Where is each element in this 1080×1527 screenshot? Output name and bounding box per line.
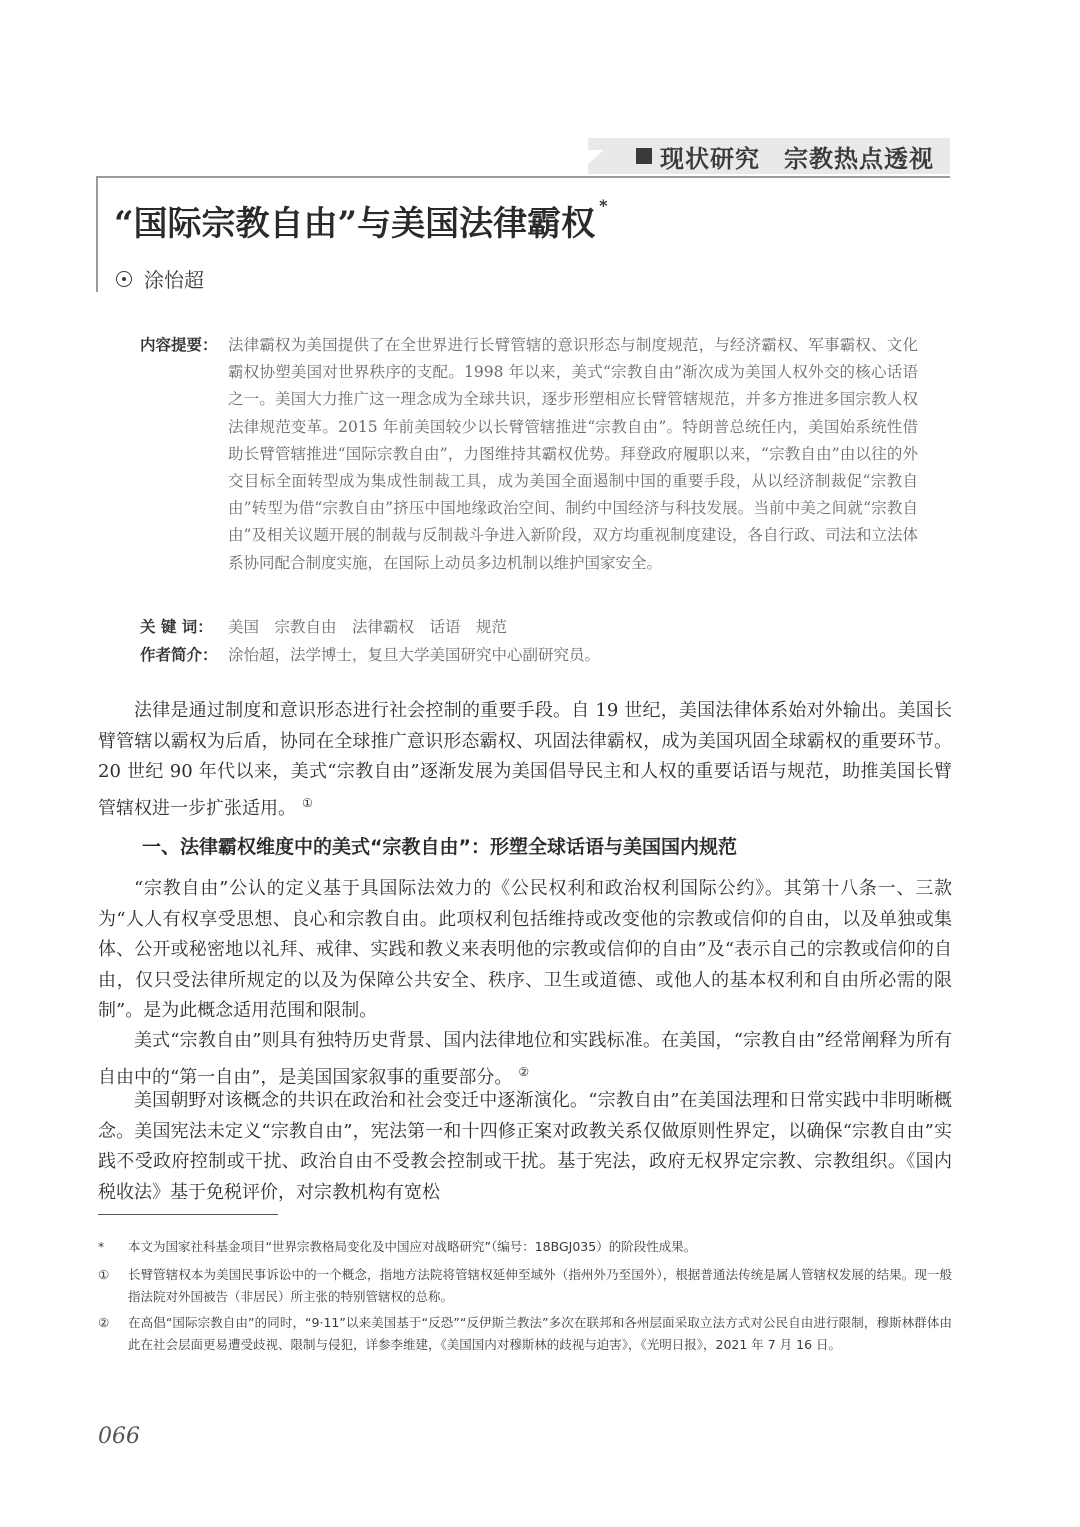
author-bio-text: 涂怡超，法学博士，复旦大学美国研究中心副研究员。 — [228, 646, 601, 664]
abstract — [140, 332, 918, 577]
footnote-star — [98, 1236, 952, 1258]
footnote-rule — [98, 1214, 278, 1215]
footnote-mark: ② — [98, 1315, 110, 1330]
abstract-text: 法律霸权为美国提供了在全世界进行长臂管辖的意识形态与制度规范，与经济霸权、军事霸权、文化霸权协塑美国对世界秩序的支配。1998 年以来，美式“宗教自由”渐次成为美国人权外交的核心话语之一。美国大力推广这一理念成为全球共识，逐步形塑相应长臂管辖规范，并多方推进多国宗教人权法律规范变革。2015 年前美国较少以长臂管辖推进“宗教自由”。特朗普总统任内，美国始系统性借助长臂管辖推进“国际宗教自由”，力图维持其霸权优势。拜登政府履职以来，“宗教自由”由以往的外交目标全面转型成为集成性制裁工具，成为美国全面遏制中国的重要手段，从以经济制裁促“宗教自由”转型为借“宗教自由”挤压中国地缘政治空间、制约中国经济与科技发展。当前中美之间就“宗教自由”及相关议题开展的制裁与反制裁斗争进入新阶段，双方均重视制度建设，各自行政、司法和立法体系协同配合制度实施，在国际上动员多边机制以维护国家安全。 — [228, 336, 918, 572]
keywords-label: 关 键 词： — [140, 618, 213, 636]
section-paragraph-1: “宗教自由”公认的定义基于具国际法效力的《公民权利和政治权利国际公约》。其第十八条一、三款为“人人有权享受思想、良心和宗教自由。此项权利包括维持或改变他的宗教或信仰的自由，以及单独或集体、公开或秘密地以礼拜、戒律、实践和教义来表明他的宗教或信仰的自由”及“表示自己的宗教或信仰的自由，仅只受法律所规定的以及为保障公共安全、秩序、卫生或道德、或他人的基本权利和自由所必需的限制”。是为此概念适用范围和限制。 — [98, 878, 952, 1021]
keywords-text: 美国 宗教自由 法律霸权 话语 规范 — [228, 618, 508, 636]
section-heading: 一、法律霸权维度中的美式“宗教自由”：形塑全球话语与美国国内规范 — [142, 836, 737, 858]
section-paragraph-2-text: 美式“宗教自由”则具有独特历史背景、国内法律地位和实践标准。在美国，“宗教自由”经常阐释为所有自由中的“第一自由”，是美国国家叙事的重要部分。 — [98, 1030, 952, 1088]
intro-text: 法律是通过制度和意识形态进行社会控制的重要手段。自 19 世纪，美国法律体系始对外输出。美国长臂管辖以霸权为后盾，协同在全球推广意识形态霸权、巩固法律霸权，成为美国巩固全球霸权的重要环节。20 世纪 90 年代以来，美式“宗教自由”逐渐发展为美国倡导民主和人权的重要话语与规范，助推美国长臂管辖权进一步扩张适用。 — [98, 700, 952, 819]
page-number: 066 — [98, 1424, 140, 1449]
footnote-ref-2: ② — [518, 1064, 530, 1079]
keywords — [140, 614, 918, 641]
footnote-mark: ① — [98, 1267, 110, 1282]
footnote-2 — [98, 1312, 952, 1356]
title-footnote-mark: * — [599, 196, 608, 215]
author-name: 涂怡超 — [144, 268, 204, 292]
footnote-text: 长臂管辖权本为美国民事诉讼中的一个概念，指地方法院将管辖权延伸至域外（指州外乃至国外），根据普通法传统是属人管辖权发展的结果。现一般指法院对外国被告（非居民）所主张的特别管辖权的总称。 — [128, 1267, 952, 1304]
footnote-text: 在高倡“国际宗教自由”的同时，“9·11”以来美国基于“反恐”“反伊斯兰教法”多次在联邦和各州层面采取立法方式对公民自由进行限制，穆斯林群体由此在社会层面更易遭受歧视、限制与侵犯，详参李维建，《美国国内对穆斯林的歧视与迫害》，《光明日报》，2021 年 7 月 16 日。 — [128, 1315, 952, 1352]
circle-dot-icon — [116, 271, 132, 287]
section-paragraph-3: 美国朝野对该概念的共识在政治和社会变迁中逐渐演化。“宗教自由”在美国法理和日常实践中非明晰概念。美国宪法未定义“宗教自由”，宪法第一和十四修正案对政教关系仅做原则性界定，以确保“宗教自由”实践不受政府控制或干扰、政治自由不受教会控制或干扰。基于宪法，政府无权界定宗教、宗教组织。《国内税收法》基于免税评价，对宗教机构有宽松 — [98, 1090, 952, 1203]
footnote-1 — [98, 1264, 952, 1308]
article-title-text: “国际宗教自由”与美国法律霸权 — [114, 204, 596, 244]
section-paragraph-2 — [98, 1026, 952, 1093]
column-section: 现状研究 — [660, 144, 760, 173]
intro-paragraph — [98, 696, 952, 824]
banner-notch — [588, 150, 604, 164]
header-rule — [96, 176, 950, 178]
square-bullet-icon — [636, 148, 652, 164]
column-banner — [588, 138, 950, 174]
footnote-ref-1: ① — [302, 795, 313, 810]
title-side-rule — [96, 176, 98, 292]
article-title — [114, 196, 608, 245]
author-bio — [140, 642, 918, 669]
footnote-text: 本文为国家社科基金项目“世界宗教格局变化及中国应对战略研究”（编号：18BGJ035）的阶段性成果。 — [128, 1239, 697, 1254]
footnote-mark: * — [98, 1239, 105, 1254]
abstract-label: 内容提要： — [140, 336, 218, 354]
author-byline — [116, 264, 204, 293]
column-topic: 宗教热点透视 — [784, 144, 934, 173]
author-bio-label: 作者简介： — [140, 646, 218, 664]
